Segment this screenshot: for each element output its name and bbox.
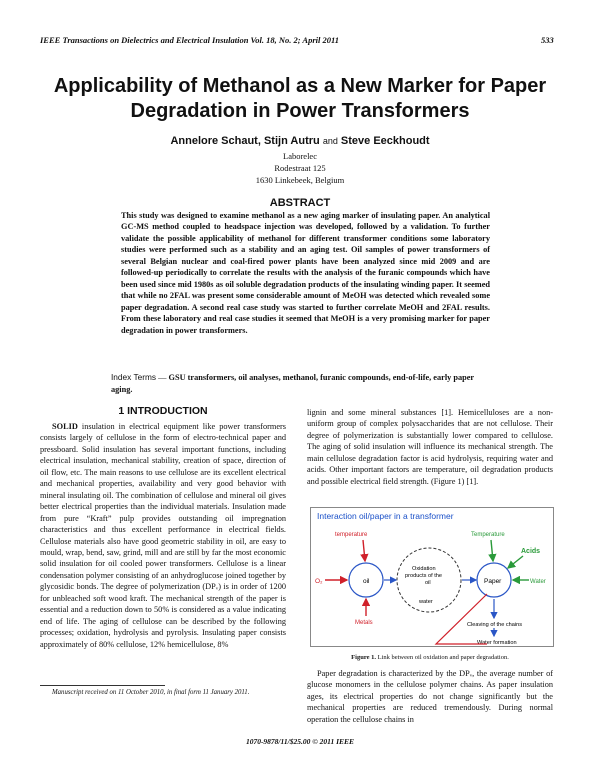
caption-text: Link between oil oxidation and paper degradation. — [375, 654, 509, 661]
intro-column-1 — [40, 421, 286, 650]
copyright-footer: 1070-9878/11/$25.00 © 2011 IEEE — [245, 737, 355, 746]
page-number: 533 — [541, 35, 554, 45]
temperature-right-label: Temperature — [471, 532, 505, 538]
index-terms-dash: — — [156, 373, 169, 382]
section-heading-introduction: 1 INTRODUCTION — [118, 405, 208, 417]
affiliation-city: 1630 Linkebeek, Belgium — [255, 175, 345, 185]
footnote: Manuscript received on 11 October 2010, in final form 11 January 2011. — [52, 689, 250, 696]
authors-part-1: Annelore Schaut, Stijn Autru — [170, 135, 320, 147]
figure-1-caption — [307, 654, 553, 661]
water-mid-label: water — [419, 599, 433, 605]
water-formation-label: Water formation — [477, 640, 517, 646]
temperature-left-arrow — [363, 540, 365, 561]
metals-label: Metals — [355, 620, 373, 626]
o2-label: O₂ — [315, 578, 323, 585]
authors — [40, 135, 560, 147]
title-line-1: Applicability of Methanol as a New Marker for Paper — [53, 75, 547, 97]
authors-part-2: Steve Eeckhoudt — [340, 135, 430, 147]
acids-label: Acids — [521, 548, 541, 555]
abstract-heading: ABSTRACT — [269, 197, 331, 209]
temperature-left-label: temperature — [335, 532, 368, 538]
oil-label: oil — [363, 578, 370, 585]
oxidation-label-3: oil — [425, 580, 431, 586]
oxidation-label-1: Oxidation — [412, 566, 436, 572]
intro-column-2-continued: Paper degradation is characterized by the DPᵥ, the average number of glucose monomers in the cellulose polymer chains. As paper insulation ages, its electrical properties do not change significantly but the mechanical properties are reduced tremendously. During normal operation the cellulose chains in — [307, 669, 553, 724]
oxidation-label-2: products of the — [405, 573, 443, 579]
index-terms-label: Index Terms — [111, 372, 157, 382]
abstract-text: This study was designed to examine methanol as a new aging marker of insulating paper. An analytical GC-MS method coupled to headspace injection was developed, followed by a validation. To further validate the possible applicability of methanol for different transformer conditions some laboratory studies were performed such as a stability and an aging test. Oil samples of power transformers of several Belgian nuclear and coal-fired power plants have been analyzed since mid 2009 and are followed-up periodically to correlate the results with the analysis of the furanic compounds which have been used since mid 1980s as oil soluble degradation products of the insulating winding paper. It seemed that while no 2FAL was present some considerable amount of MeOH was detected which revealed some paper degradation. A second real case study was started to further correlate MeOH and 2FAL results. From these laboratory and real case studies it seemed that MeOH is a very promising marker for paper degradation in power transformers. — [121, 211, 490, 335]
figure-title: Interaction oil/paper in a transformer — [317, 511, 454, 521]
affiliation — [40, 150, 560, 186]
caption-label: Figure 1. — [351, 654, 376, 661]
intro-lead-word: SOLID — [52, 422, 78, 431]
index-terms — [111, 372, 491, 395]
figure-1 — [310, 507, 554, 647]
affiliation-org: Laborelec — [283, 151, 317, 161]
paper-title — [40, 74, 560, 124]
running-header: IEEE Transactions on Dielectrics and Electrical Insulation Vol. 18, No. 2; April 2011 — [40, 35, 340, 45]
intro-column-2: lignin and some mineral substances [1]. Hemicelluloses are a non-uniform group of complex polysaccharides that are not cellulose. Their degree of polymerization is substantially lower compared to cellulose. The aging of solid insulation will influence its mechanical strength. The main cellulose degradation factor is acid hydrolysis, requiring water and acids. Other important factors are temperature, oil degradation products and possible electrical field strength. (Figure 1) [1]. — [307, 408, 553, 486]
affiliation-street: Rodestraat 125 — [274, 163, 326, 173]
title-line-2: Degradation in Power Transformers — [130, 100, 470, 122]
temperature-right-arrow — [491, 540, 493, 561]
authors-and: and — [322, 136, 338, 146]
cleaving-label: Cleaving of the chains — [467, 622, 523, 628]
figure-1-diagram — [311, 508, 553, 646]
footnote-rule — [40, 685, 165, 686]
index-terms-list: GSU transformers, oil analyses, methanol, furanic compounds, end-of-life, early paper aging. — [111, 373, 474, 394]
feedback-lines — [436, 594, 487, 644]
intro-col1-text: insulation in electrical equipment like power transformers consists largely of cellulose in the form of electro-technical paper and pressboard. Solid insulation has several important functions, including electrical insulation, mechanical stability, creation of space, direction of oil flow, etc. The main reasons to use cellulose are its excellent electrical and mechanical properties, availability and very good behavior with mineral insulating oil. The combination of cellulose and mineral oil gives better electrical properties than the individual materials. Insulation made from pure “Kraft” pulp provides outstanding oil impregnation characteristics and thus excellent performance in electrical fields. Cellulose materials also have good geometric stability in oil, are easy to mould, wrap, bend, saw, grind, mill and are still by far the most economic solid insulation for oil cooled power transformers. Cellulose is a linear condensation polymer consisting of an anhydroglucose joined together by glycosidic bonds. The degree of polymerization (DPᵥ) is in order of 1200 for unbleached soft wood kraft. The mechanical strength of the paper is essential and a reduction down to 50% is considered as a value indicating end of life. The aging of cellulose can be described by the following processes; oxidation, hydrolysis and pyrolysis. Insulating paper consists approximately of 80% cellulose, 12% hemicellulose, 8% — [40, 422, 286, 649]
paper-label: Paper — [484, 578, 502, 585]
water-right-label: Water — [530, 579, 546, 585]
acids-arrow — [508, 556, 523, 568]
